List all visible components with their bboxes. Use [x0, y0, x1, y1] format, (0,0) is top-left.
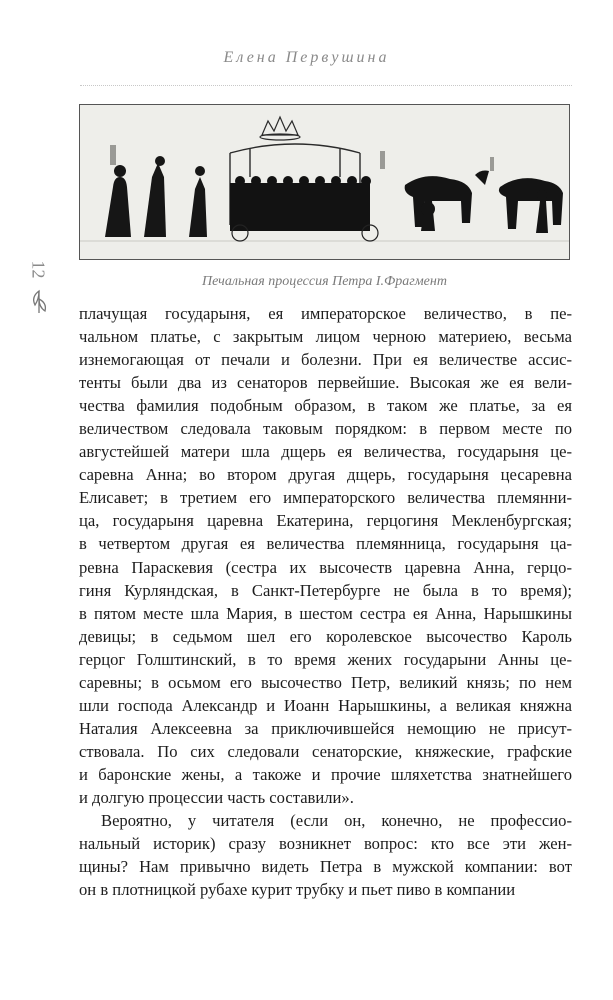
- text-line: чества фамилия подобным образом, в таком же платье, за ея: [79, 396, 572, 416]
- body-text: [79, 302, 572, 901]
- procession-engraving: [79, 104, 570, 260]
- text-line: в четвертом другая ея величества племянница, государыня ца-: [79, 534, 572, 554]
- leaf-ornament-icon: [28, 289, 50, 320]
- text-line: он в плотницкой рубахе курит трубку и пьет пиво в компании: [79, 880, 516, 900]
- text-line: и баронские жены, а такоже и прочие шляхетства знатнейшего: [79, 764, 572, 784]
- text-line: ствовала. По сих следовали сенаторские, княжеские, графские: [79, 741, 572, 761]
- text-line: чальном платье, с закрытым лицом черною материею, весьма: [79, 327, 572, 347]
- text-line: и долгую процессии часть составили».: [79, 787, 354, 807]
- text-line: нальный историк) сразу возникнет вопрос: кто все эти жен-: [79, 834, 572, 854]
- text-line: гиня Курляндская, в Санкт-Петербурге не была в то время);: [79, 580, 572, 600]
- paragraph-commentary: [79, 809, 572, 901]
- paragraph-quote: [79, 302, 572, 809]
- text-line: в пятом месте шла Мария, в шестом сестра ея Анна, Нарышкины: [79, 603, 572, 623]
- header-rule: [80, 85, 572, 86]
- text-line: саревна Анна; во втором другая дщерь, государыня цесаревна: [79, 465, 572, 485]
- text-line: саревны; в осьмом его высочество Петр, великий князь; по нем: [79, 672, 572, 692]
- text-line: Вероятно, у читателя (если он, конечно, не профессио-: [101, 811, 572, 831]
- text-line: шли господа Александр и Иоанн Нарышкины, а великая княжна: [79, 695, 572, 715]
- text-line: Елисавет; в третием его императорского величества племянни-: [79, 488, 572, 508]
- figure-caption: Печальная процессия Петра I.Фрагмент: [202, 274, 447, 289]
- text-line: Наталия Алексеевна за приключившейся немощию не присут-: [79, 718, 572, 738]
- text-line: герцог Голштинский, в то время жених государыни Анны це-: [79, 649, 572, 669]
- text-line: величеством следовала таковым порядком: в первом месте по: [79, 419, 572, 439]
- text-line: плачущая государыня, ея императорское величество, в пе-: [79, 304, 572, 323]
- text-line: щины? Нам привычно видеть Петра в мужской компании: вот: [79, 857, 572, 877]
- text-line: ревна Параскевия (сестра их высочеств царевна Анна, герцо-: [79, 557, 572, 577]
- running-head: Елена Первушина: [223, 49, 390, 66]
- text-line: изнемогающая от печали и болезни. При ея величестве ассис-: [79, 350, 572, 370]
- text-line: августейшей матери шла дщерь ея величества, государыня це-: [79, 442, 572, 462]
- text-line: девицы; в седьмом шел его королевское высочество Кароль: [79, 626, 572, 646]
- text-line: тенты были два из сенаторов первейшие. Высокая же ея вели-: [79, 373, 572, 393]
- text-line: ца, государыня царевна Екатерина, герцогиня Мекленбургская;: [79, 511, 572, 531]
- page-number: 12: [28, 260, 49, 279]
